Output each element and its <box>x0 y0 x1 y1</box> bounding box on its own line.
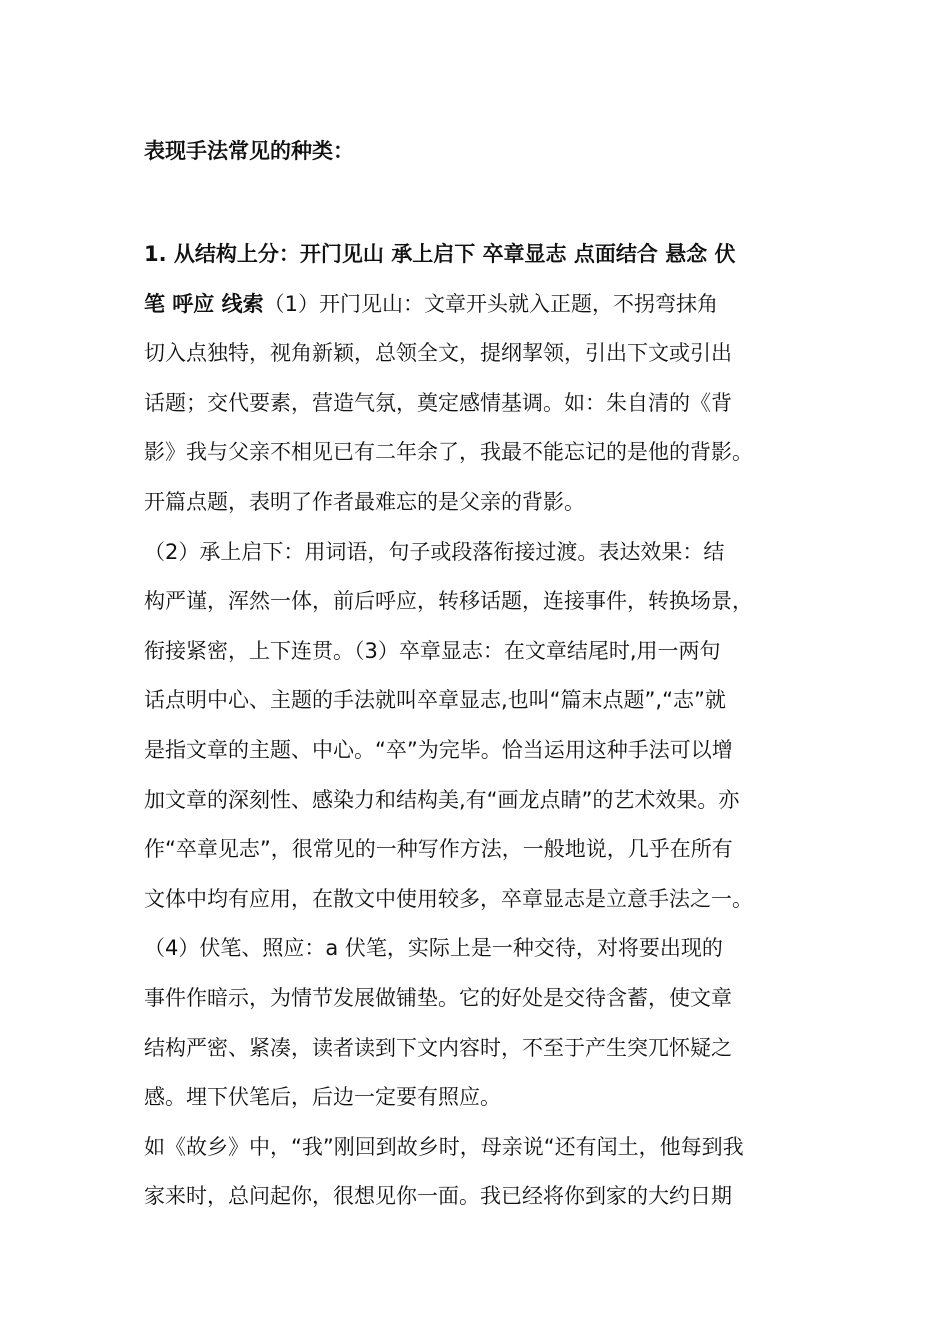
paragraph-line: 感。埋下伏笔后，后边一定要有照应。 <box>144 1085 501 1110</box>
paragraph-line: 话点明中心、主题的手法就叫卒章显志,也叫“篇末点题”,“志”就 <box>144 688 726 713</box>
paragraph-line: 是指文章的主题、中心。“卒”为完毕。恰当运用这种手法可以增 <box>144 737 733 762</box>
paragraph-line: 如《故乡》中，“我”刚回到故乡时，母亲说“还有闰土，他每到我 <box>144 1134 744 1159</box>
page-title: 表现手法常见的种类： <box>144 139 354 163</box>
paragraph-line: 作“卒章见志”，很常见的一种写作方法，一般地说，几乎在所有 <box>144 837 733 862</box>
paragraph-line: 开篇点题，表明了作者最难忘的是父亲的背影。 <box>144 489 585 514</box>
paragraph-line: 话题；交代要素，营造气氛，奠定感情基调。如：朱自清的《背 <box>144 390 732 415</box>
paragraph-line: 事件作暗示，为情节发展做铺垫。它的好处是交待含蓄，使文章 <box>144 985 732 1010</box>
paragraph-line: 影》我与父亲不相见已有二年余了，我最不能忘记的是他的背影。 <box>144 440 753 465</box>
paragraph-line: （2）承上启下：用词语，句子或段落衔接过渡。表达效果：结 <box>144 539 725 564</box>
section-heading-tail: 笔 呼应 线索 <box>144 291 264 316</box>
paragraph-line: 文体中均有应用，在散文中使用较多，卒章显志是立意手法之一。 <box>144 886 753 911</box>
section-heading-line-2 <box>144 280 834 330</box>
paragraph-line: （4）伏笔、照应：a 伏笔，实际上是一种交待，对将要出现的 <box>144 936 723 961</box>
paragraph-line: 家来时，总问起你，很想见你一面。我已经将你到家的大约日期 <box>144 1184 732 1209</box>
paragraph-line: 结构严密、紧凑，读者读到下文内容时，不至于产生突兀怀疑之 <box>144 1035 732 1060</box>
paragraph-line: 切入点独特，视角新颖，总领全文，提纲挈领，引出下文或引出 <box>144 341 732 366</box>
paragraph-line: 加文章的深刻性、感染力和结构美,有“画龙点睛”的艺术效果。亦 <box>144 787 740 812</box>
paragraph-line: 衔接紧密，上下连贯。（3）卒章显志：在文章结尾时,用一两句 <box>144 638 721 663</box>
section-heading-line-1: 1. 从结构上分：开门见山 承上启下 卒章显志 点面结合 悬念 伏 <box>144 242 736 266</box>
paragraph-line: 构严谨，浑然一体，前后呼应，转移话题，连接事件，转换场景， <box>144 589 753 614</box>
paragraph-text: （1）开门见山：文章开头就入正题，不拐弯抹角 <box>263 291 718 316</box>
document-body <box>144 230 834 1222</box>
